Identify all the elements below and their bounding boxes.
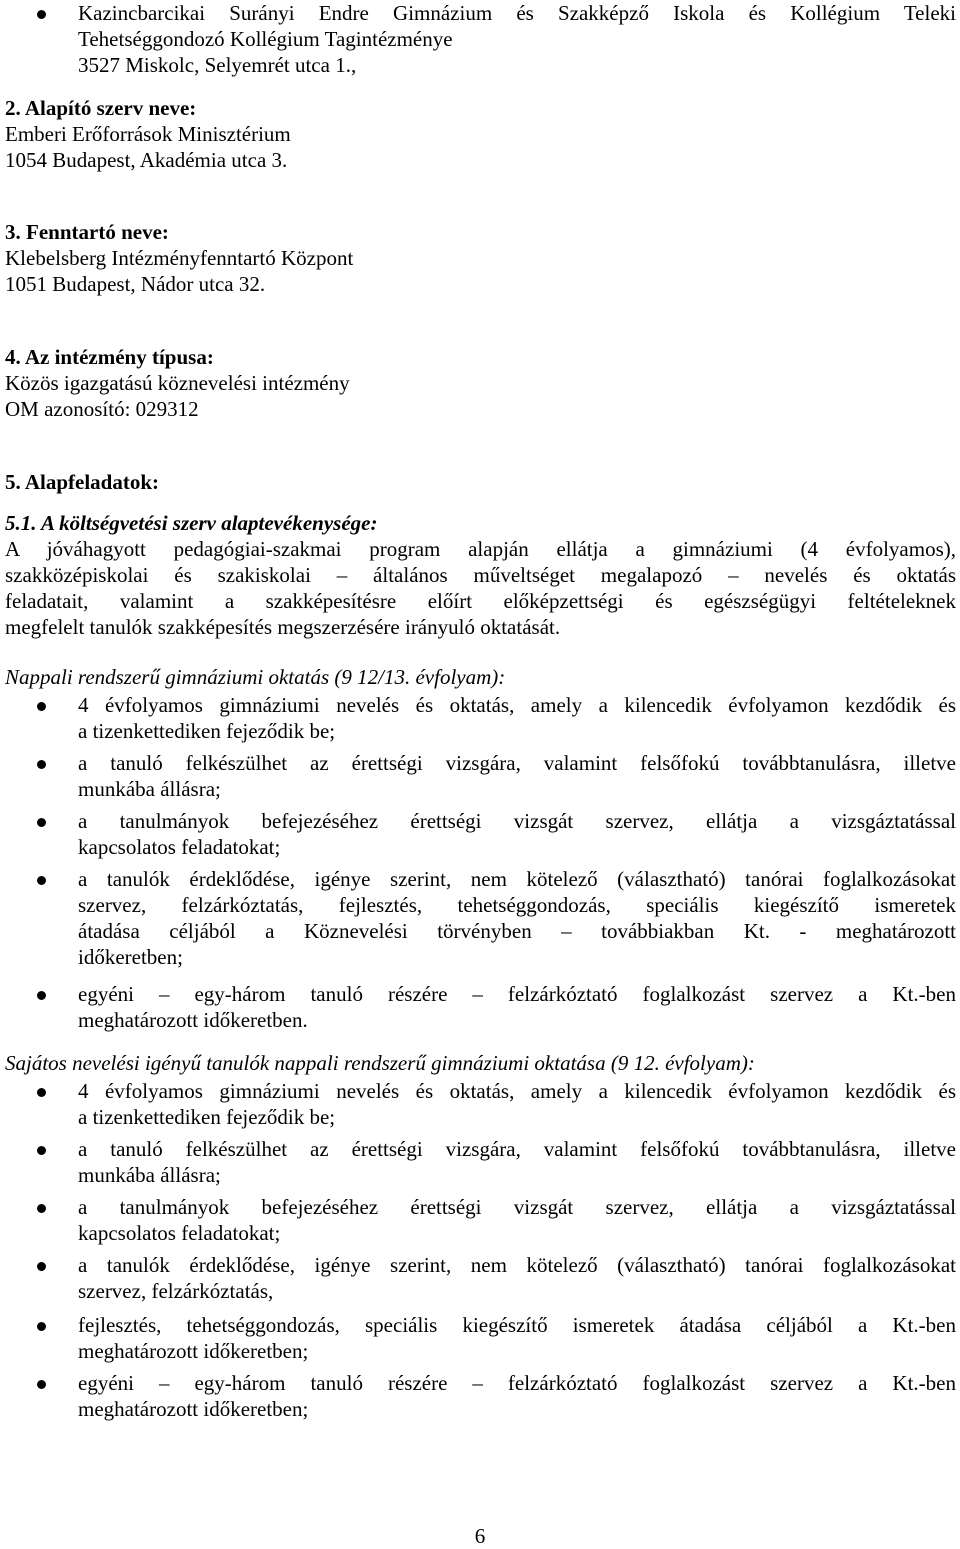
list-item	[0, 1136, 956, 1188]
section-line: 1054 Budapest, Akadémia utca 3.	[5, 148, 288, 172]
section-institution-type	[5, 344, 956, 422]
list-item-line: 4 évfolyamos gimnáziumi nevelés és oktatás, amely a kilencedik évfolyamon kezdődik és	[78, 693, 956, 717]
institution-item	[0, 0, 956, 78]
institution-line: Kazincbarcikai Surányi Endre Gimnázium és Szakképző Iskola és Kollégium Teleki	[78, 1, 956, 25]
section-line: Emberi Erőforrások Minisztérium	[5, 122, 291, 146]
section-heading: 5. Alapfeladatok:	[5, 470, 160, 494]
list-item	[0, 981, 956, 1033]
intro-line: megfelelt tanulók szakképesítés megszerzésére irányuló oktatását.	[5, 615, 561, 639]
list-item-line: átadása céljából a Köznevelési törvényben – továbbiakban Kt. - meghatározott	[78, 919, 956, 943]
list-item-line: egyéni – egy-három tanuló részére – felzárkóztató foglalkozást szervez a Kt.-ben	[78, 982, 956, 1006]
list-item	[0, 1312, 956, 1364]
section-founder	[5, 95, 956, 173]
list-item-line: szervez, felzárkóztatás,	[78, 1279, 274, 1303]
sni-heading: Sajátos nevelési igényű tanulók nappali rendszerű gimnáziumi oktatása (9 12. évfolyam):	[5, 1051, 755, 1075]
section-line: 1051 Budapest, Nádor utca 32.	[5, 272, 266, 296]
bullet-icon	[37, 1204, 46, 1213]
list-item	[0, 750, 956, 802]
bullet-icon	[37, 10, 46, 19]
list-item	[0, 1252, 956, 1304]
institution-line: Tehetséggondozó Kollégium Tagintézménye	[78, 27, 453, 51]
section-core-activity	[5, 510, 956, 640]
list-item-line: fejlesztés, tehetséggondozás, speciális kiegészítő ismeretek átadása céljából a Kt.-ben	[78, 1313, 956, 1337]
list-item-line: munkába állásra;	[78, 777, 221, 801]
bullet-icon	[37, 876, 46, 885]
list-item-line: a tizenkettediken fejeződik be;	[78, 719, 336, 743]
list-item-line: meghatározott időkeretben;	[78, 1339, 309, 1363]
section-heading: 3. Fenntartó neve:	[5, 220, 169, 244]
section-core-tasks	[5, 469, 956, 495]
section-line: Közös igazgatású köznevelési intézmény	[5, 371, 350, 395]
bullet-icon	[37, 760, 46, 769]
list-item-line: a tanulók érdeklődése, igénye szerint, nem kötelező (választható) tanórai foglalkozásokat	[78, 1253, 956, 1277]
list-item-line: a tanulmányok befejezéséhez érettségi vizsgát szervez, ellátja a vizsgáztatással	[78, 1195, 956, 1219]
list-item-line: a tanulók érdeklődése, igénye szerint, nem kötelező (választható) tanórai foglalkozásokat	[78, 867, 956, 891]
list-item	[0, 1194, 956, 1246]
nappali-heading-block	[5, 664, 956, 690]
bullet-icon	[37, 702, 46, 711]
section-heading: 4. Az intézmény típusa:	[5, 345, 214, 369]
list-item-line: kapcsolatos feladatokat;	[78, 835, 281, 859]
list-item	[0, 1078, 956, 1130]
section-heading: 2. Alapító szerv neve:	[5, 96, 197, 120]
list-item	[0, 1370, 956, 1422]
list-item-line: meghatározott időkeretben;	[78, 1397, 309, 1421]
list-item-line: a tanulmányok befejezéséhez érettségi vizsgát szervez, ellátja a vizsgáztatással	[78, 809, 956, 833]
list-item-line: meghatározott időkeretben.	[78, 1008, 308, 1032]
intro-line: A jóváhagyott pedagógiai-szakmai program alapján ellátja a gimnáziumi (4 évfolyamos),	[5, 537, 956, 561]
sni-heading-block	[5, 1050, 956, 1076]
list-item-line: munkába állásra;	[78, 1163, 221, 1187]
bullet-icon	[37, 1262, 46, 1271]
sub-heading: 5.1. A költségvetési szerv alaptevékenysége:	[5, 511, 378, 535]
bullet-icon	[37, 1322, 46, 1331]
list-item-line: szervez, felzárkóztatás, fejlesztés, tehetséggondozás, speciális kiegészítő ismeretek	[78, 893, 956, 917]
list-item-line: 4 évfolyamos gimnáziumi nevelés és oktatás, amely a kilencedik évfolyamon kezdődik és	[78, 1079, 956, 1103]
list-item	[0, 866, 956, 970]
intro-line: szakközépiskolai és szakiskolai – általános műveltséget megalapozó – nevelés és oktatás	[5, 563, 956, 587]
nappali-heading: Nappali rendszerű gimnáziumi oktatás (9 12/13. évfolyam):	[5, 665, 506, 689]
bullet-icon	[37, 1088, 46, 1097]
list-item-line: a tanuló felkészülhet az érettségi vizsgára, valamint felsőfokú továbbtanulásra, illetve	[78, 1137, 956, 1161]
list-item	[0, 808, 956, 860]
bullet-icon	[37, 1146, 46, 1155]
page-number: 6	[474, 1524, 486, 1548]
list-item-line: egyéni – egy-három tanuló részére – felzárkóztató foglalkozást szervez a Kt.-ben	[78, 1371, 956, 1395]
list-item-line: kapcsolatos feladatokat;	[78, 1221, 281, 1245]
institution-line: 3527 Miskolc, Selyemrét utca 1.,	[78, 53, 357, 77]
list-item	[0, 692, 956, 744]
list-item-line: időkeretben;	[78, 945, 183, 969]
section-line: Klebelsberg Intézményfenntartó Központ	[5, 246, 354, 270]
bullet-icon	[37, 1380, 46, 1389]
bullet-icon	[37, 991, 46, 1000]
list-item-line: a tanuló felkészülhet az érettségi vizsgára, valamint felsőfokú továbbtanulásra, illetve	[78, 751, 956, 775]
bullet-icon	[37, 818, 46, 827]
section-line: OM azonosító: 029312	[5, 397, 199, 421]
list-item-line: a tizenkettediken fejeződik be;	[78, 1105, 336, 1129]
section-maintainer	[5, 219, 956, 297]
intro-line: feladatait, valamint a szakképesítésre előírt előképzettségi és egészségügyi feltételeknek	[5, 589, 956, 613]
